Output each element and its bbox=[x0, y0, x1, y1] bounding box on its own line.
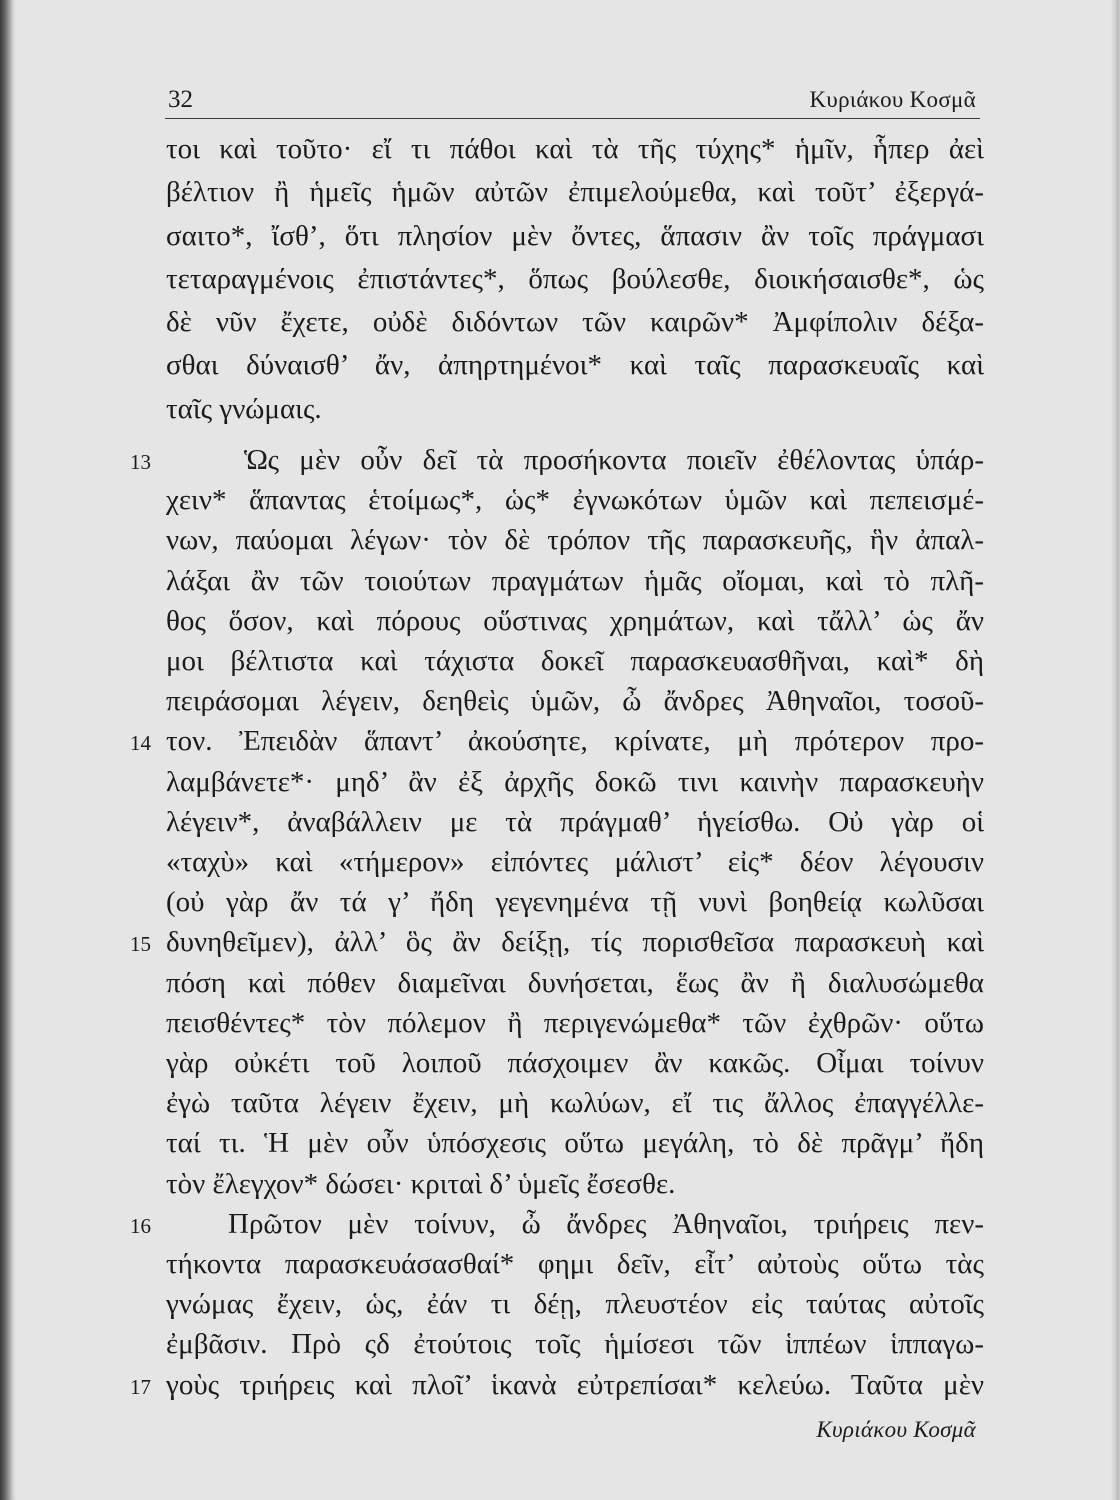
section-number: 15 bbox=[130, 932, 151, 957]
line-text: τοι καὶ τοῦτο· εἴ τι πάθοι καὶ τὰ τῆς τύχης* ἡμῖν, ἧπερ ἀεὶ bbox=[166, 133, 984, 165]
text-line bbox=[166, 1123, 984, 1163]
text-line bbox=[166, 1003, 984, 1043]
line-text: γνώμας ἔχειν, ὡς, ἐάν τι δέῃ, πλευστέον εἰς ταύτας αὐτοῖς bbox=[166, 1288, 984, 1321]
page-number: 32 bbox=[168, 86, 193, 113]
text-line bbox=[166, 882, 984, 922]
header-rule bbox=[165, 118, 980, 119]
text-block bbox=[130, 440, 984, 1405]
paragraph bbox=[130, 1204, 984, 1405]
line-text: δυνηθεῖμεν), ἀλλ’ ὃς ἂν δείξῃ, τίς πορισθεῖσα παρασκευὴ καὶ bbox=[166, 926, 984, 959]
line-text: τον. Ἐπειδὰν ἅπαντ’ ἀκούσητε, κρίνατε, μὴ πρότερον προ- bbox=[166, 725, 984, 758]
section-number: 16 bbox=[130, 1213, 151, 1238]
text-line bbox=[166, 388, 984, 431]
line-text: «ταχὺ» καὶ «τήμερον» εἰπόντες μάλιστ’ εἰς* δέον λέγουσιν bbox=[166, 846, 984, 879]
text-line bbox=[166, 301, 984, 344]
text-line bbox=[166, 963, 984, 1003]
line-text: χειν* ἅπαντας ἑτοίμως*, ὡς* ἐγνωκότων ὑμῶν καὶ πεπεισμέ- bbox=[166, 484, 984, 517]
binding-shadow bbox=[0, 0, 16, 1500]
line-text: βέλτιον ἢ ἡμεῖς ἡμῶν αὐτῶν ἐπιμελούμεθα, καὶ τοῦτ’ ἐξεργά- bbox=[166, 176, 984, 209]
section-number: 13 bbox=[130, 450, 151, 474]
line-text: πεισθέντες* τὸν πόλεμον ἢ περιγενώμεθα* τῶν ἐχθρῶν· οὕτω bbox=[166, 1006, 984, 1039]
text-line bbox=[166, 1043, 984, 1083]
line-text: σαιτο*, ἴσθ’, ὅτι πλησίον μὲν ὄντες, ἅπασιν ἂν τοῖς πράγμασι bbox=[166, 219, 984, 252]
line-text: θος ὅσον, καὶ πόρους οὕστινας χρημάτων, καὶ τἄλλ’ ὡς ἄν bbox=[166, 604, 984, 637]
line-text: ταί τι. Ἡ μὲν οὖν ὑπόσχεσις οὕτω μεγάλη, τὸ δὲ πρᾶγμ’ ἤδη bbox=[166, 1127, 984, 1160]
text-line bbox=[166, 215, 984, 258]
text-line bbox=[166, 128, 984, 171]
text-line bbox=[166, 641, 984, 681]
text-line bbox=[166, 601, 984, 641]
text-line bbox=[166, 480, 984, 520]
line-text: πειράσομαι λέγειν, δεηθεὶς ὑμῶν, ὦ ἄνδρες Ἀθηναῖοι, τοσοῦ- bbox=[166, 685, 984, 718]
line-text: ταῖς γνώμαις. bbox=[166, 392, 322, 425]
paragraph bbox=[166, 128, 984, 431]
text-line bbox=[166, 842, 984, 882]
running-title: Κυριάκου Κοσμᾶ bbox=[809, 87, 976, 112]
line-text: νων, παύομαι λέγων· τὸν δὲ τρόπον τῆς παρασκευῆς, ἣν ἀπαλ- bbox=[166, 524, 984, 557]
text-line bbox=[166, 258, 984, 301]
footer-signature: Κυριάκου Κοσμᾶ bbox=[816, 1417, 976, 1442]
text-line bbox=[166, 1164, 984, 1204]
text-line bbox=[166, 681, 984, 721]
line-text: λέγειν*, ἀναβάλλειν με τὰ πράγμαθ’ ἡγείσθω. Οὐ γὰρ οἱ bbox=[166, 805, 984, 838]
text-line bbox=[130, 1204, 984, 1244]
text-line bbox=[166, 520, 984, 560]
line-text: λαμβάνετε*· μηδ’ ἂν ἐξ ἀρχῆς δοκῶ τινι καινὴν παρασκευὴν bbox=[166, 765, 984, 798]
text-line bbox=[166, 561, 984, 601]
text-line bbox=[166, 1244, 984, 1284]
line-text: (οὐ γὰρ ἄν τά γ’ ἤδη γεγενημένα τῇ νυνὶ βοηθείᾳ κωλῦσαι bbox=[166, 886, 984, 919]
text-line bbox=[130, 922, 984, 962]
page-header bbox=[166, 84, 978, 116]
line-text: τὸν ἔλεγχον* δώσει· κριταὶ δ’ ὑμεῖς ἔσεσθε. bbox=[166, 1167, 676, 1200]
line-text: τήκοντα παρασκευάσασθαί* φημι δεῖν, εἶτ’ αὐτοὺς οὕτω τὰς bbox=[166, 1248, 984, 1281]
text-line bbox=[166, 1324, 984, 1364]
paragraph bbox=[130, 440, 984, 1204]
line-text: μοι βέλτιστα καὶ τάχιστα δοκεῖ παρασκευασθῆναι, καὶ* δὴ bbox=[166, 645, 984, 678]
text-line bbox=[166, 344, 984, 387]
line-text: σθαι δύναισθ’ ἄν, ἀπηρτημένοι* καὶ ταῖς παρασκευαῖς καὶ bbox=[166, 349, 984, 382]
line-text: πόση καὶ πόθεν διαμεῖναι δυνήσεται, ἕως ἂν ἢ διαλυσώμεθα bbox=[166, 966, 984, 999]
text-line bbox=[166, 1284, 984, 1324]
text-line bbox=[130, 1365, 984, 1405]
section-number: 17 bbox=[130, 1374, 151, 1399]
text-line bbox=[166, 802, 984, 842]
line-text: Ὡς μὲν οὖν δεῖ τὰ προσήκοντα ποιεῖν ἐθέλοντας ὑπάρ- bbox=[244, 444, 984, 476]
line-text: Πρῶτον μὲν τοίνυν, ὦ ἄνδρες Ἀθηναῖοι, τριήρεις πεν- bbox=[228, 1207, 984, 1240]
line-text: γοὺς τριήρεις καὶ πλοῖ’ ἱκανὰ εὐτρεπίσαι* κελεύω. Ταῦτα μὲν bbox=[166, 1368, 984, 1401]
line-text: ἐμβᾶσιν. Πρὸ ςδ ἐτούτοις τοῖς ἡμίσεσι τῶν ἱππέων ἱππαγω- bbox=[166, 1328, 984, 1361]
line-text: γὰρ οὐκέτι τοῦ λοιποῦ πάσχοιμεν ἂν κακῶς. Οἶμαι τοίνυν bbox=[166, 1047, 984, 1080]
line-text: δὲ νῦν ἔχετε, οὐδὲ διδόντων τῶν καιρῶν* Ἀμφίπολιν δέξα- bbox=[166, 306, 984, 339]
text-line bbox=[166, 171, 984, 214]
text-line bbox=[166, 1083, 984, 1123]
page-edge bbox=[1110, 0, 1120, 1500]
line-text: ἐγὼ ταῦτα λέγειν ἔχειν, μὴ κωλύων, εἴ τις ἄλλος ἐπαγγέλλε- bbox=[166, 1087, 984, 1120]
text-line bbox=[166, 762, 984, 802]
text-line bbox=[130, 721, 984, 761]
line-text: λάξαι ἂν τῶν τοιούτων πραγμάτων ἡμᾶς οἴομαι, καὶ τὸ πλῆ- bbox=[166, 564, 984, 597]
text-line bbox=[130, 440, 984, 480]
section-number: 14 bbox=[130, 731, 151, 756]
line-text: τεταραγμένοις ἐπιστάντες*, ὅπως βούλεσθε, διοικήσαισθε*, ὡς bbox=[166, 262, 984, 295]
